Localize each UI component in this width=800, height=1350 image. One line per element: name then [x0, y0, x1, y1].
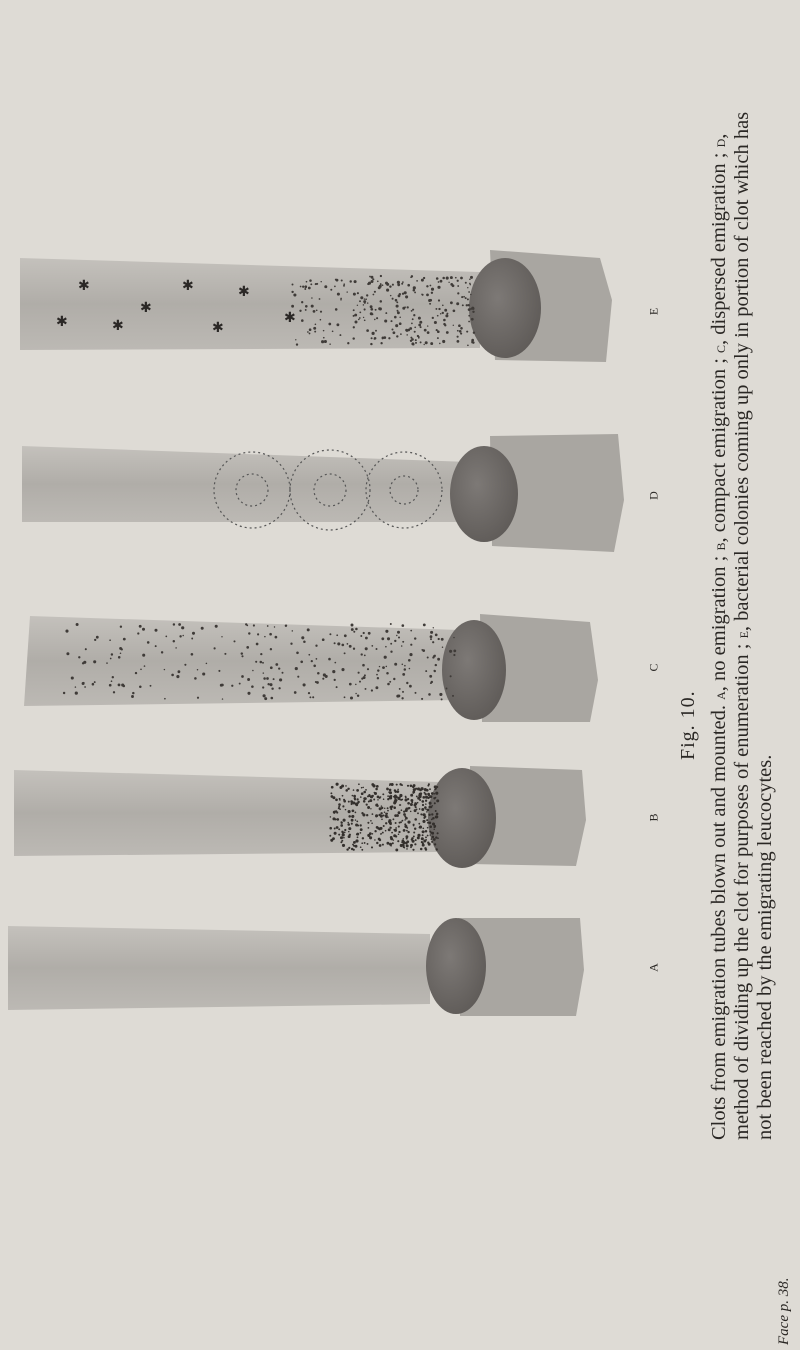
svg-text:✱: ✱: [284, 310, 296, 326]
figure-title: Fig. 10.: [677, 690, 699, 760]
tube-d-clot: [450, 446, 518, 542]
tube-a-clot: [426, 918, 486, 1014]
svg-text:✱: ✱: [140, 300, 152, 316]
svg-text:✱: ✱: [112, 318, 124, 334]
face-page-note: Face p. 38.: [776, 1277, 792, 1345]
caption-letter-d: d: [710, 138, 729, 148]
tube-label-b: B: [646, 813, 661, 822]
tube-label-c: C: [646, 663, 661, 672]
tube-label-a: A: [646, 963, 661, 972]
svg-text:✱: ✱: [238, 284, 250, 300]
caption-letter-c: c: [710, 344, 729, 353]
caption-text-a: , no emigration ;: [708, 550, 730, 692]
caption-text-c: , dispersed emigration ;: [708, 147, 730, 345]
tube-d: [22, 434, 624, 552]
svg-text:✱: ✱: [56, 314, 68, 330]
tube-e-body: [20, 258, 480, 350]
figure-caption: [708, 100, 776, 1140]
caption-text-e: , bacterial colonies coming up only in portion of clot which has not been reached by the emigrating leucocytes.: [731, 111, 776, 1140]
caption-letter-e: e: [733, 631, 752, 639]
tube-a: [8, 918, 584, 1016]
svg-text:✱: ✱: [212, 320, 224, 336]
svg-text:✱: ✱: [78, 278, 90, 294]
caption-text-d: , method of dividing up the clot for purposes of enumeration ;: [708, 133, 753, 1140]
tube-label-e: E: [646, 307, 661, 316]
tube-e: [20, 250, 612, 362]
tube-b-clot: [428, 768, 496, 868]
tube-e-clot: [469, 258, 541, 358]
tube-b: [14, 766, 586, 868]
tube-c-body: [24, 616, 460, 706]
tube-c: [24, 614, 598, 722]
tube-d-body: [22, 446, 470, 522]
caption-intro: Clots from emigration tubes blown out and mounted.: [708, 699, 730, 1140]
tube-c-clot: [442, 620, 506, 720]
caption-text-b: , compact emigration ;: [708, 352, 730, 543]
tube-label-d: D: [646, 491, 661, 500]
caption-letter-b: b: [710, 542, 729, 551]
tube-a-body: [8, 926, 430, 1010]
caption-letter-a: a: [710, 691, 729, 700]
svg-text:✱: ✱: [182, 278, 194, 294]
